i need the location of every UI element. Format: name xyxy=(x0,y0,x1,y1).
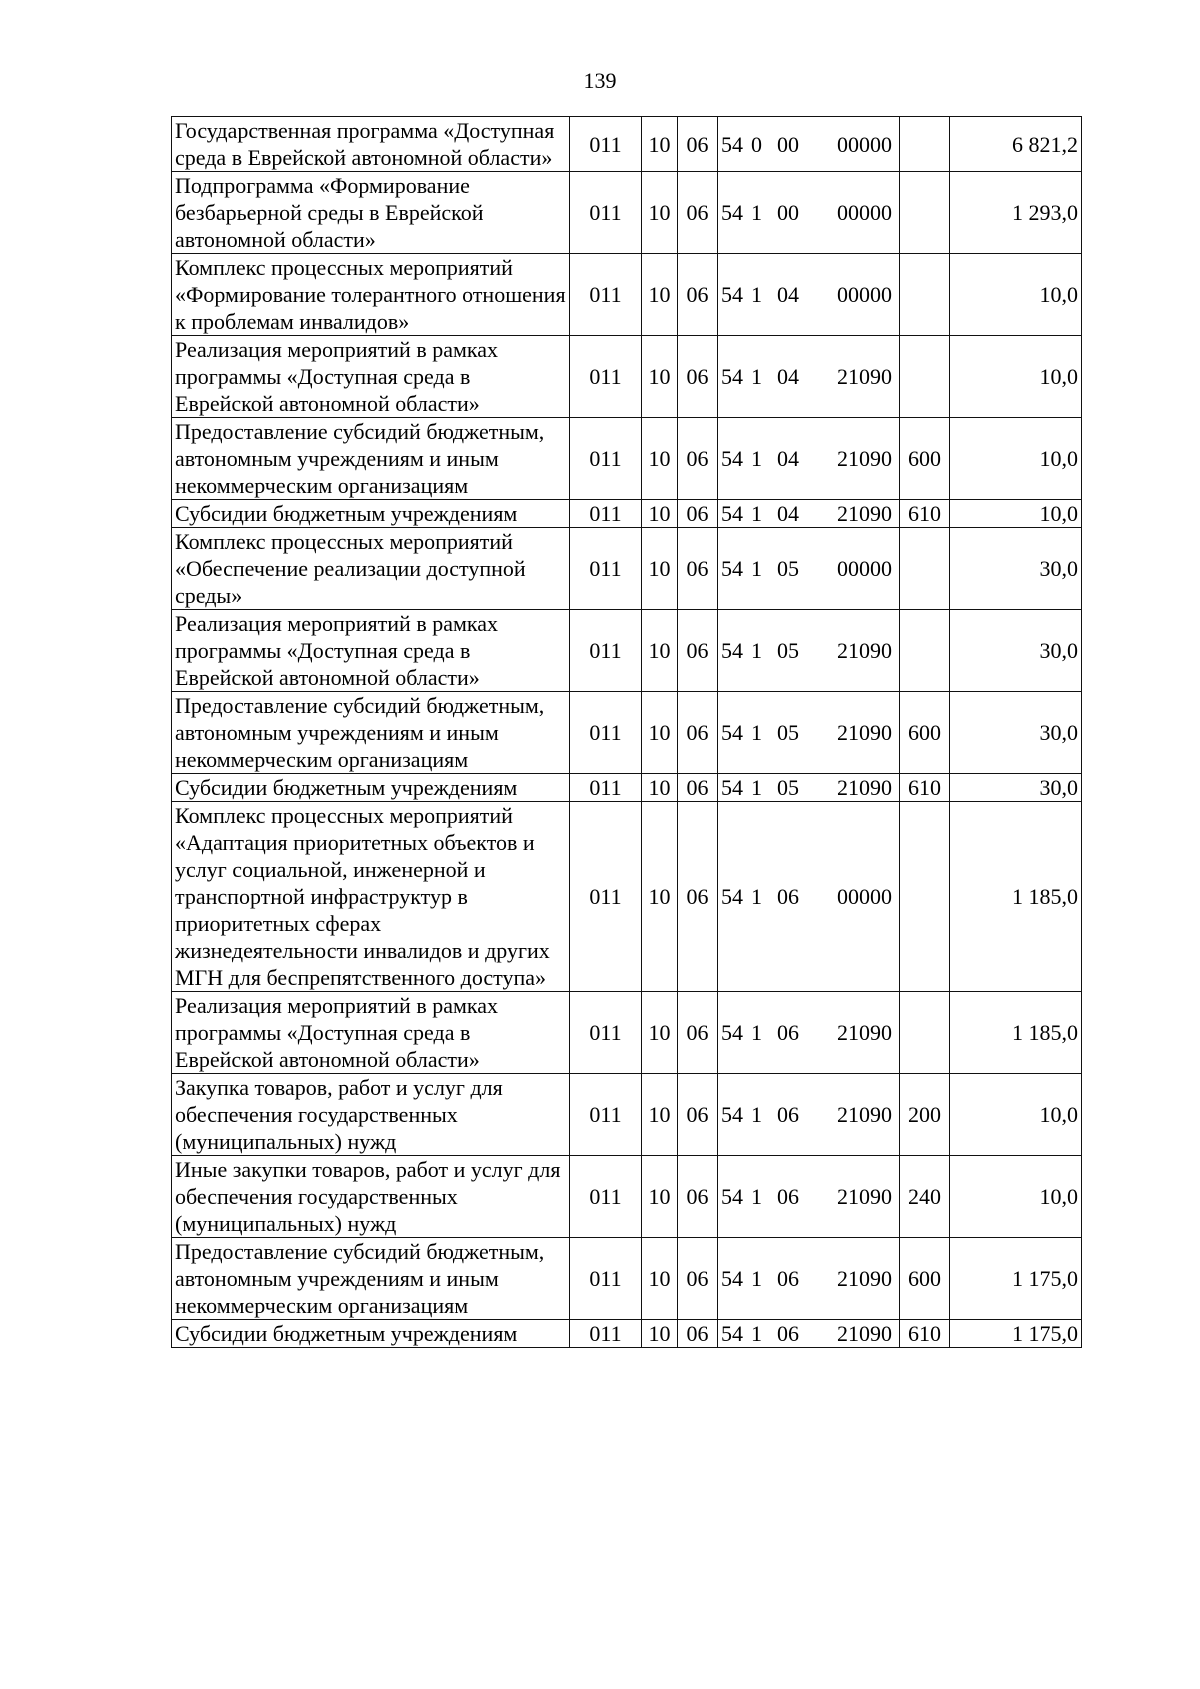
subsection-code: 06 xyxy=(678,254,718,336)
article-item: 21090 xyxy=(837,638,892,663)
table-row xyxy=(172,802,1082,992)
target-article-code xyxy=(718,992,900,1074)
article-subprogram: 1 xyxy=(751,364,762,389)
table-row xyxy=(172,1156,1082,1238)
target-article-code xyxy=(718,117,900,172)
article-subprogram: 1 xyxy=(751,638,762,663)
row-name: Иные закупки товаров, работ и услуг для обеспечения государственных (муниципальных) нужд xyxy=(172,1156,570,1238)
article-subprogram: 1 xyxy=(751,1266,762,1291)
amount: 1 293,0 xyxy=(950,172,1082,254)
table-row xyxy=(172,117,1082,172)
subsection-code: 06 xyxy=(678,172,718,254)
subsection-code: 06 xyxy=(678,802,718,992)
subsection-code: 06 xyxy=(678,1238,718,1320)
expense-type-code: 600 xyxy=(900,692,950,774)
article-item: 21090 xyxy=(837,1321,892,1346)
article-program: 54 xyxy=(721,775,743,800)
amount: 30,0 xyxy=(950,692,1082,774)
page-number: 139 xyxy=(583,68,617,93)
article-subprogram: 1 xyxy=(751,884,762,909)
table-row xyxy=(172,172,1082,254)
row-name: Реализация мероприятий в рамках программы «Доступная среда в Еврейской автономной области» xyxy=(172,992,570,1074)
article-block: 06 xyxy=(777,1102,799,1127)
target-article-code xyxy=(718,692,900,774)
ministry-code: 011 xyxy=(570,418,642,500)
article-item: 21090 xyxy=(837,501,892,526)
ministry-code: 011 xyxy=(570,992,642,1074)
article-block: 06 xyxy=(777,1321,799,1346)
table-row xyxy=(172,418,1082,500)
article-program: 54 xyxy=(721,364,743,389)
table-row xyxy=(172,992,1082,1074)
section-code: 10 xyxy=(642,802,678,992)
article-block: 06 xyxy=(777,1266,799,1291)
subsection-code: 06 xyxy=(678,418,718,500)
expense-type-code: 200 xyxy=(900,1074,950,1156)
target-article-code xyxy=(718,418,900,500)
subsection-code: 06 xyxy=(678,528,718,610)
row-name: Субсидии бюджетным учреждениям xyxy=(172,500,570,528)
article-program: 54 xyxy=(721,556,743,581)
subsection-code: 06 xyxy=(678,610,718,692)
article-program: 54 xyxy=(721,1184,743,1209)
section-code: 10 xyxy=(642,1320,678,1348)
section-code: 10 xyxy=(642,1238,678,1320)
article-block: 04 xyxy=(777,446,799,471)
article-program: 54 xyxy=(721,720,743,745)
ministry-code: 011 xyxy=(570,1074,642,1156)
article-item: 21090 xyxy=(837,775,892,800)
section-code: 10 xyxy=(642,528,678,610)
article-block: 06 xyxy=(777,1184,799,1209)
section-code: 10 xyxy=(642,774,678,802)
ministry-code: 011 xyxy=(570,336,642,418)
article-item: 00000 xyxy=(837,131,892,157)
row-name: Закупка товаров, работ и услуг для обеспечения государственных (муниципальных) нужд xyxy=(172,1074,570,1156)
target-article-code xyxy=(718,1320,900,1348)
table-row xyxy=(172,254,1082,336)
article-item: 21090 xyxy=(837,1266,892,1291)
target-article-code xyxy=(718,610,900,692)
row-name: Комплекс процессных мероприятий «Адаптация приоритетных объектов и услуг социальной, инженерной и транспортной инфраструктур в приоритетных сферах жизнедеятельности инвалидов и других МГН для беспрепятственного доступа» xyxy=(172,802,570,992)
article-subprogram: 0 xyxy=(751,131,762,157)
row-name: Государственная программа «Доступная среда в Еврейской автономной области» xyxy=(172,117,570,172)
article-program: 54 xyxy=(721,884,743,909)
expense-type-code: 610 xyxy=(900,774,950,802)
article-block: 05 xyxy=(777,720,799,745)
subsection-code: 06 xyxy=(678,774,718,802)
row-name: Предоставление субсидий бюджетным, автономным учреждениям и иным некоммерческим организациям xyxy=(172,1238,570,1320)
subsection-code: 06 xyxy=(678,692,718,774)
article-block: 06 xyxy=(777,884,799,909)
ministry-code: 011 xyxy=(570,1156,642,1238)
expense-type-code xyxy=(900,992,950,1074)
article-item: 21090 xyxy=(837,446,892,471)
article-block: 05 xyxy=(777,775,799,800)
target-article-code xyxy=(718,774,900,802)
target-article-code xyxy=(718,172,900,254)
section-code: 10 xyxy=(642,418,678,500)
section-code: 10 xyxy=(642,992,678,1074)
target-article-code xyxy=(718,528,900,610)
section-code: 10 xyxy=(642,1156,678,1238)
expense-type-code xyxy=(900,172,950,254)
article-item: 21090 xyxy=(837,1102,892,1127)
table-row xyxy=(172,528,1082,610)
row-name: Предоставление субсидий бюджетным, автономным учреждениям и иным некоммерческим организациям xyxy=(172,418,570,500)
article-item: 21090 xyxy=(837,364,892,389)
article-subprogram: 1 xyxy=(751,556,762,581)
article-program: 54 xyxy=(721,1266,743,1291)
target-article-code xyxy=(718,1156,900,1238)
article-subprogram: 1 xyxy=(751,1102,762,1127)
target-article-code xyxy=(718,802,900,992)
article-block: 04 xyxy=(777,282,799,307)
subsection-code: 06 xyxy=(678,1074,718,1156)
row-name: Комплекс процессных мероприятий «Формирование толерантного отношения к проблемам инвалидов» xyxy=(172,254,570,336)
table-row xyxy=(172,774,1082,802)
article-subprogram: 1 xyxy=(751,1321,762,1346)
article-subprogram: 1 xyxy=(751,501,762,526)
article-block: 00 xyxy=(777,131,799,157)
article-block: 06 xyxy=(777,1020,799,1045)
article-item: 21090 xyxy=(837,720,892,745)
section-code: 10 xyxy=(642,336,678,418)
table-row xyxy=(172,1320,1082,1348)
row-name: Комплекс процессных мероприятий «Обеспечение реализации доступной среды» xyxy=(172,528,570,610)
expense-type-code: 600 xyxy=(900,1238,950,1320)
expense-type-code: 240 xyxy=(900,1156,950,1238)
article-item: 00000 xyxy=(837,556,892,581)
table-row xyxy=(172,336,1082,418)
amount: 10,0 xyxy=(950,1156,1082,1238)
table-row xyxy=(172,692,1082,774)
subsection-code: 06 xyxy=(678,117,718,172)
target-article-code xyxy=(718,336,900,418)
article-item: 00000 xyxy=(837,200,892,225)
row-name: Реализация мероприятий в рамках программы «Доступная среда в Еврейской автономной области» xyxy=(172,336,570,418)
subsection-code: 06 xyxy=(678,1156,718,1238)
section-code: 10 xyxy=(642,692,678,774)
amount: 1 185,0 xyxy=(950,802,1082,992)
article-program: 54 xyxy=(721,638,743,663)
target-article-code xyxy=(718,254,900,336)
amount: 10,0 xyxy=(950,500,1082,528)
ministry-code: 011 xyxy=(570,528,642,610)
amount: 10,0 xyxy=(950,336,1082,418)
article-subprogram: 1 xyxy=(751,282,762,307)
amount: 6 821,2 xyxy=(950,117,1082,172)
ministry-code: 011 xyxy=(570,172,642,254)
article-block: 04 xyxy=(777,364,799,389)
ministry-code: 011 xyxy=(570,802,642,992)
ministry-code: 011 xyxy=(570,1238,642,1320)
article-block: 00 xyxy=(777,200,799,225)
article-program: 54 xyxy=(721,200,743,225)
amount: 1 175,0 xyxy=(950,1320,1082,1348)
expense-type-code xyxy=(900,528,950,610)
article-block: 04 xyxy=(777,501,799,526)
expense-type-code: 610 xyxy=(900,1320,950,1348)
article-program: 54 xyxy=(721,1020,743,1045)
section-code: 10 xyxy=(642,1074,678,1156)
budget-table xyxy=(171,116,1082,1348)
amount: 1 175,0 xyxy=(950,1238,1082,1320)
ministry-code: 011 xyxy=(570,254,642,336)
ministry-code: 011 xyxy=(570,1320,642,1348)
article-subprogram: 1 xyxy=(751,775,762,800)
article-program: 54 xyxy=(721,1321,743,1346)
target-article-code xyxy=(718,1238,900,1320)
amount: 30,0 xyxy=(950,610,1082,692)
ministry-code: 011 xyxy=(570,117,642,172)
expense-type-code xyxy=(900,802,950,992)
expense-type-code xyxy=(900,610,950,692)
article-subprogram: 1 xyxy=(751,446,762,471)
article-block: 05 xyxy=(777,556,799,581)
row-name: Субсидии бюджетным учреждениям xyxy=(172,774,570,802)
expense-type-code: 610 xyxy=(900,500,950,528)
article-item: 00000 xyxy=(837,282,892,307)
section-code: 10 xyxy=(642,254,678,336)
section-code: 10 xyxy=(642,117,678,172)
ministry-code: 011 xyxy=(570,610,642,692)
ministry-code: 011 xyxy=(570,692,642,774)
article-subprogram: 1 xyxy=(751,720,762,745)
article-program: 54 xyxy=(721,131,743,157)
article-program: 54 xyxy=(721,446,743,471)
ministry-code: 011 xyxy=(570,774,642,802)
article-block: 05 xyxy=(777,638,799,663)
article-program: 54 xyxy=(721,282,743,307)
subsection-code: 06 xyxy=(678,992,718,1074)
section-code: 10 xyxy=(642,172,678,254)
ministry-code: 011 xyxy=(570,500,642,528)
article-program: 54 xyxy=(721,1102,743,1127)
table-row xyxy=(172,500,1082,528)
amount: 30,0 xyxy=(950,528,1082,610)
row-name: Подпрограмма «Формирование безбарьерной среды в Еврейской автономной области» xyxy=(172,172,570,254)
article-program: 54 xyxy=(721,501,743,526)
article-item: 21090 xyxy=(837,1020,892,1045)
subsection-code: 06 xyxy=(678,336,718,418)
table-row xyxy=(172,1074,1082,1156)
article-subprogram: 1 xyxy=(751,200,762,225)
article-subprogram: 1 xyxy=(751,1184,762,1209)
table-row xyxy=(172,1238,1082,1320)
expense-type-code: 600 xyxy=(900,418,950,500)
amount: 1 185,0 xyxy=(950,992,1082,1074)
expense-type-code xyxy=(900,117,950,172)
row-name: Субсидии бюджетным учреждениям xyxy=(172,1320,570,1348)
subsection-code: 06 xyxy=(678,1320,718,1348)
article-subprogram: 1 xyxy=(751,1020,762,1045)
expense-type-code xyxy=(900,254,950,336)
amount: 30,0 xyxy=(950,774,1082,802)
amount: 10,0 xyxy=(950,1074,1082,1156)
section-code: 10 xyxy=(642,610,678,692)
row-name: Предоставление субсидий бюджетным, автономным учреждениям и иным некоммерческим организациям xyxy=(172,692,570,774)
amount: 10,0 xyxy=(950,418,1082,500)
section-code: 10 xyxy=(642,500,678,528)
row-name: Реализация мероприятий в рамках программы «Доступная среда в Еврейской автономной области» xyxy=(172,610,570,692)
table-row xyxy=(172,610,1082,692)
article-item: 21090 xyxy=(837,1184,892,1209)
amount: 10,0 xyxy=(950,254,1082,336)
subsection-code: 06 xyxy=(678,500,718,528)
target-article-code xyxy=(718,1074,900,1156)
article-item: 00000 xyxy=(837,884,892,909)
expense-type-code xyxy=(900,336,950,418)
target-article-code xyxy=(718,500,900,528)
